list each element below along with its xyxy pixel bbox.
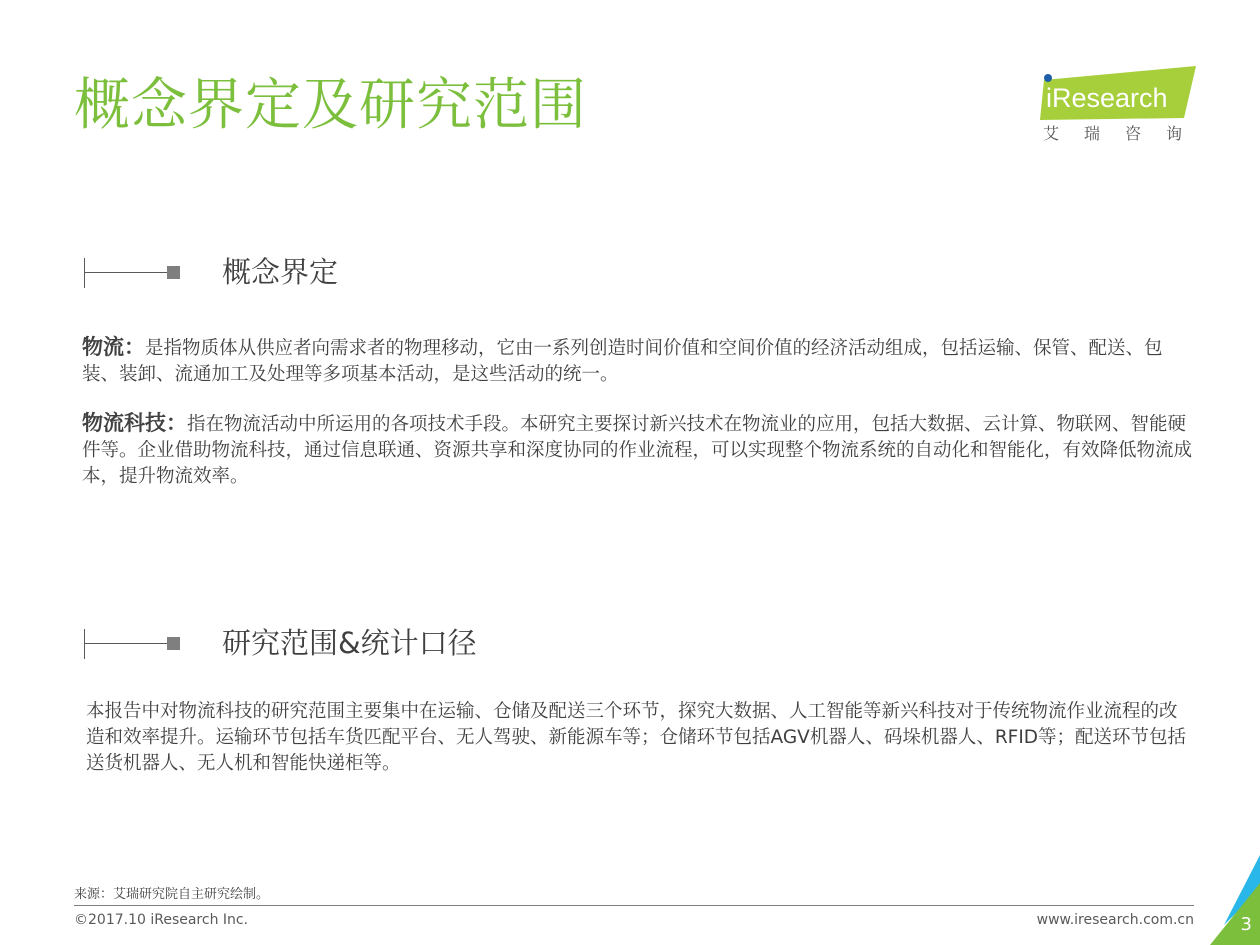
footer-divider bbox=[74, 905, 1194, 906]
logo-wordmark: iResearch bbox=[1046, 83, 1168, 113]
heading-bracket bbox=[84, 258, 85, 288]
term-label: 物流： bbox=[82, 335, 145, 359]
copyright-text: ©2017.10 iResearch Inc. bbox=[74, 912, 249, 928]
logo-chinese-name: 艾瑞咨询 bbox=[1043, 124, 1208, 143]
term-definition: 指在物流活动中所运用的各项技术手段。本研究主要探讨新兴技术在物流业的应用，包括大数据、云计算、物联网、智能硬件等。企业借助物流科技，通过信息联通、资源共享和深度协同的作业流程，可以实现整个物流系统的自动化和智能化，有效降低物流成本，提升物流效率。 bbox=[82, 414, 1193, 487]
page-number: 3 bbox=[1240, 914, 1252, 935]
definition-logistics-tech bbox=[82, 410, 1192, 490]
source-note: 来源：艾瑞研究院自主研究绘制。 bbox=[74, 887, 270, 902]
term-definition: 是指物质体从供应者向需求者的物理移动，它由一系列创造时间价值和空间价值的经济活动组成，包括运输、保管、配送、包装、装卸、流通加工及处理等多项基本活动，是这些活动的统一。 bbox=[82, 338, 1163, 385]
heading-rule bbox=[85, 643, 167, 644]
heading-bracket bbox=[84, 629, 85, 659]
term-label: 物流科技： bbox=[82, 411, 187, 435]
website-url: www.iresearch.com.cn bbox=[1036, 912, 1194, 928]
scope-paragraph: 本报告中对物流科技的研究范围主要集中在运输、仓储及配送三个环节，探究大数据、人工智能等新兴科技对于传统物流作业流程的改造和效率提升。运输环节包括车货匹配平台、无人驾驶、新能源车等；仓储环节包括AGV机器人、码垛机器人、RFID等；配送环节包括送货机器人、无人机和智能快递柜等。 bbox=[86, 701, 1187, 774]
section-heading-label: 概念界定 bbox=[222, 255, 339, 289]
corner-decoration bbox=[1210, 855, 1260, 945]
heading-square-icon bbox=[167, 637, 180, 650]
heading-square-icon bbox=[167, 266, 180, 279]
page-title: 概念界定及研究范围 bbox=[74, 73, 587, 138]
heading-rule bbox=[85, 272, 167, 273]
definition-logistics bbox=[82, 334, 1192, 388]
section-heading-label: 研究范围&统计口径 bbox=[222, 626, 477, 660]
